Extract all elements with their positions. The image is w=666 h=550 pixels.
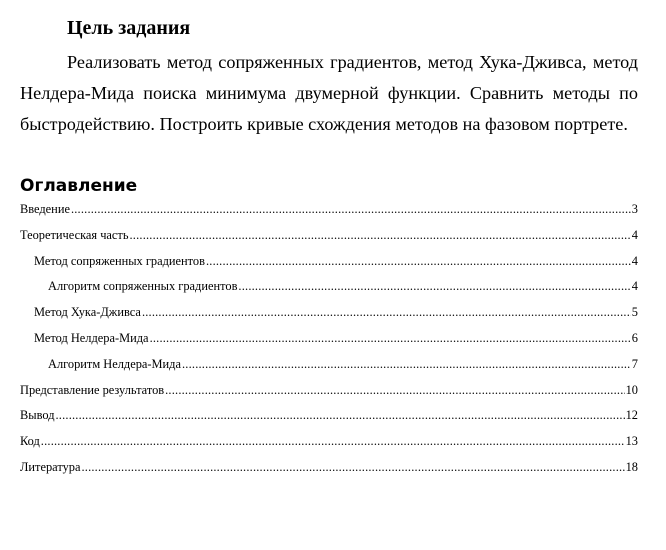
toc-entry-hooke-jeeves-method[interactable] bbox=[20, 302, 638, 328]
toc-entry-introduction[interactable] bbox=[20, 199, 638, 225]
toc-entry-code[interactable] bbox=[20, 431, 638, 457]
toc-dot-leader bbox=[238, 276, 630, 296]
goal-line: быстродействию. Построить кривые схождения методов на фазовом портрете. bbox=[20, 114, 628, 134]
goal-line: Нелдера-Мида поиска минимума двумерной функции. Сравнить методы по bbox=[20, 83, 638, 103]
toc-entry-label: Код bbox=[20, 434, 40, 449]
toc-page-number: 3 bbox=[631, 202, 638, 216]
toc-dot-leader bbox=[130, 225, 631, 245]
toc-entry-label: Представление результатов bbox=[20, 382, 165, 397]
toc-dot-leader bbox=[56, 405, 625, 425]
toc-entry-label: Литература bbox=[20, 459, 81, 474]
toc-page-number: 6 bbox=[631, 330, 638, 345]
toc-page-number: 18 bbox=[625, 459, 638, 474]
toc-entry-conjugate-gradient-method[interactable] bbox=[20, 251, 638, 277]
toc-entry-conclusion[interactable] bbox=[20, 405, 638, 431]
toc-entry-label: Метод сопряженных градиентов bbox=[34, 253, 205, 268]
toc-dot-leader bbox=[71, 199, 631, 219]
toc-page-number: 5 bbox=[631, 305, 638, 320]
toc-entry-label: Метод Нелдера-Мида bbox=[34, 330, 149, 345]
toc-entry-theory[interactable] bbox=[20, 225, 638, 251]
toc-dot-leader bbox=[206, 251, 631, 271]
toc-page-number: 4 bbox=[631, 279, 638, 294]
toc-dot-leader bbox=[81, 457, 624, 477]
toc-dot-leader bbox=[182, 354, 631, 374]
toc-entry-conjugate-gradient-algorithm[interactable] bbox=[20, 276, 638, 302]
toc-dot-leader bbox=[165, 380, 624, 400]
goal-line: Реализовать метод сопряженных градиентов, метод Хука-Дживса, метод bbox=[67, 52, 638, 72]
toc-entry-nelder-mead-algorithm[interactable] bbox=[20, 354, 638, 380]
table-of-contents bbox=[20, 199, 638, 483]
toc-entry-label: Алгоритм сопряженных градиентов bbox=[48, 279, 238, 294]
toc-entry-label: Вывод bbox=[20, 408, 55, 423]
toc-entry-nelder-mead-method[interactable] bbox=[20, 328, 638, 354]
toc-dot-leader bbox=[41, 431, 625, 451]
toc-page-number: 7 bbox=[631, 356, 638, 371]
toc-page-number: 4 bbox=[631, 227, 638, 242]
toc-entry-label: Введение bbox=[20, 202, 70, 216]
toc-dot-leader bbox=[142, 302, 631, 322]
toc-heading: Оглавление bbox=[20, 176, 138, 196]
toc-page-number: 10 bbox=[625, 382, 638, 397]
toc-page-number: 13 bbox=[625, 434, 638, 449]
toc-entry-literature[interactable] bbox=[20, 457, 638, 483]
toc-entry-label: Метод Хука-Дживса bbox=[34, 305, 141, 320]
toc-entry-label: Теоретическая часть bbox=[20, 227, 129, 242]
toc-page-number: 12 bbox=[625, 408, 638, 423]
goal-paragraph bbox=[20, 47, 638, 140]
toc-entry-results[interactable] bbox=[20, 380, 638, 406]
toc-page-number: 4 bbox=[631, 253, 638, 268]
toc-dot-leader bbox=[150, 328, 631, 348]
goal-heading: Цель задания bbox=[67, 17, 191, 39]
toc-entry-label: Алгоритм Нелдера-Мида bbox=[48, 356, 181, 371]
